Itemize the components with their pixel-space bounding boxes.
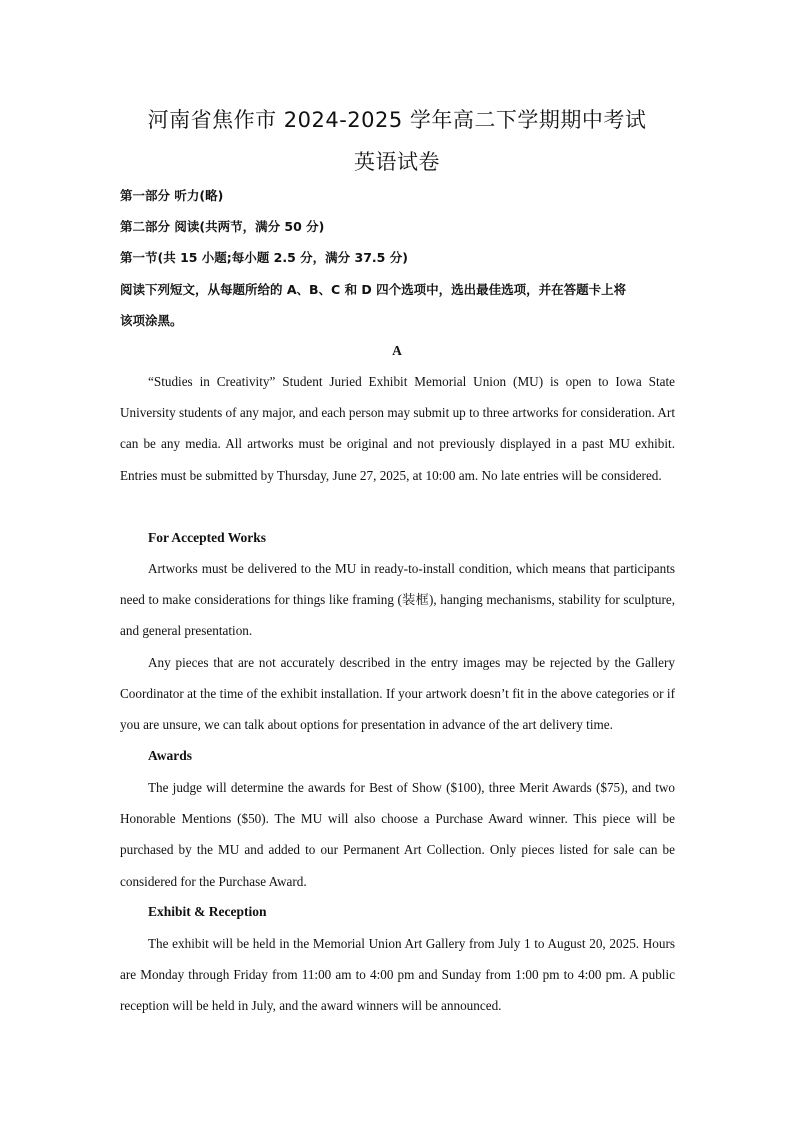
paragraph-delivery: Artworks must be delivered to the MU in ready-to-install condition, which means that participants need to make considerations for things like framing (装框), hanging mechanisms, stability for sculpture, and general presentation. [120, 561, 675, 639]
paragraph-exhibit: The exhibit will be held in the Memorial Union Art Gallery from July 1 to August 20, 2025. Hours are Monday through Friday from 11:00 am to 4:00 pm and Sunday from 1:00 pm to 4:00 pm. A public reception will be held in July, and the award winners will be announced. [120, 936, 675, 1014]
paragraph-awards: The judge will determine the awards for Best of Show ($100), three Merit Awards ($75), and two Honorable Mentions ($50). The MU will also choose a Purchase Award winner. This piece will be purchased by the MU and added to our Permanent Art Collection. Only pieces listed for sale can be considered for the Purchase Award. [120, 780, 675, 889]
instruction-line-2: 该项涂黑。 [120, 313, 183, 328]
heading-exhibit-reception: Exhibit & Reception [148, 904, 267, 919]
paragraph-intro: “Studies in Creativity” Student Juried Exhibit Memorial Union (MU) is open to Iowa State University students of any major, and each person may submit up to three artworks for consideration. Art can be any media. All artworks must be original and not previously displayed in a past MU exhibit. Entries must be submitted by Thursday, June 27, 2025, at 10:00 am. No late entries will be considered. [120, 374, 675, 483]
heading-accepted-works: For Accepted Works [148, 530, 266, 545]
passage-label: A [392, 343, 402, 358]
heading-awards: Awards [148, 748, 193, 763]
section-one-heading: 第一节(共 15 小题;每小题 2.5 分，满分 37.5 分) [120, 250, 408, 265]
part-two-heading: 第二部分 阅读(共两节，满分 50 分) [120, 219, 325, 234]
exam-title: 河南省焦作市 2024-2025 学年高二下学期期中考试 [147, 108, 647, 132]
exam-subtitle: 英语试卷 [354, 150, 440, 174]
instruction-line-1: 阅读下列短文，从每题所给的 A、B、C 和 D 四个选项中，选出最佳选项，并在答题卡上将 [120, 282, 627, 297]
part-one-heading: 第一部分 听力(略) [120, 188, 224, 203]
paragraph-rejection: Any pieces that are not accurately described in the entry images may be rejected by the Gallery Coordinator at the time of the exhibit installation. If your artwork doesn’t fit in the above categories or if you are unsure, we can talk about options for presentation in advance of the art delivery time. [120, 655, 675, 733]
